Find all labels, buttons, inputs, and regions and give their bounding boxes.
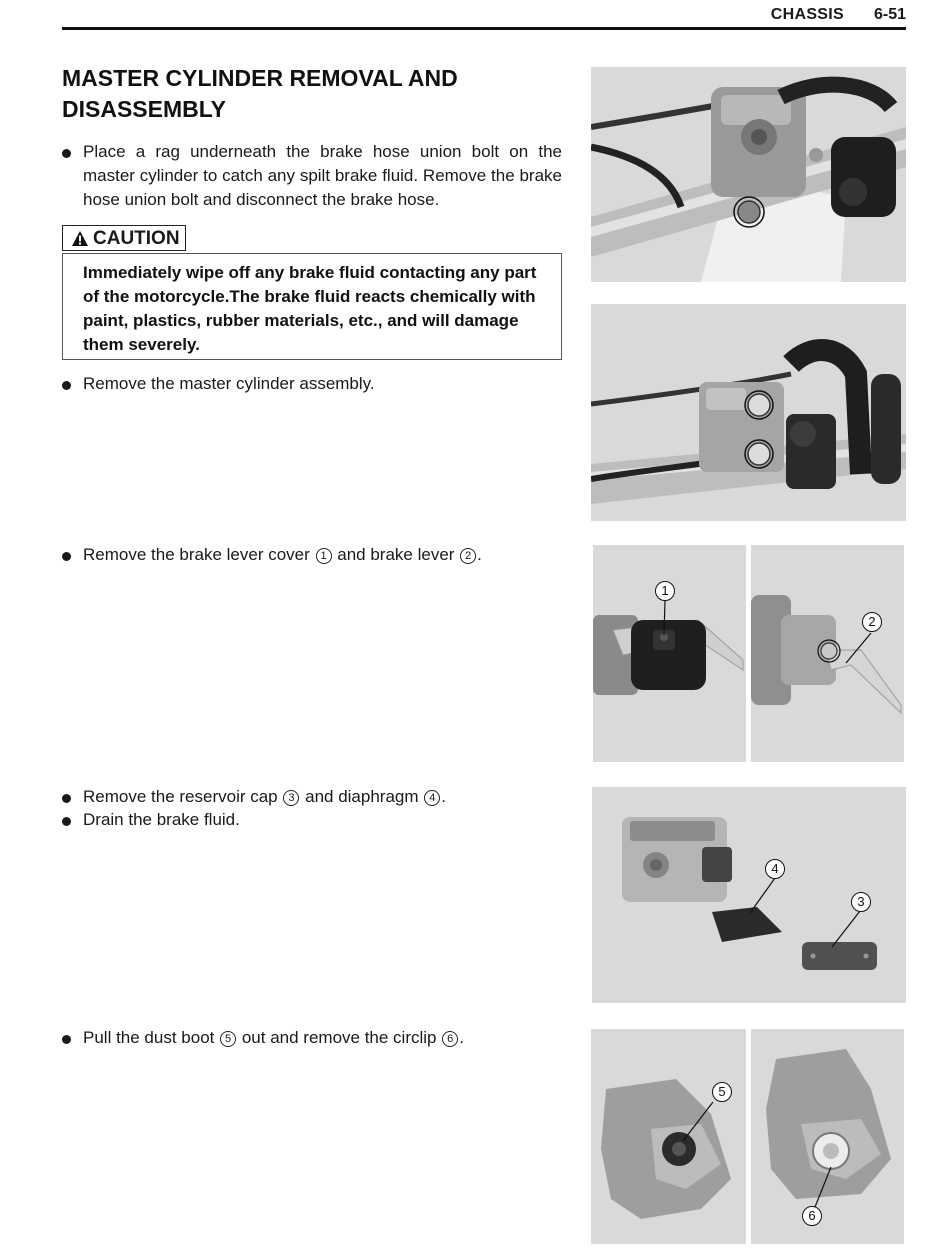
step-remove-master-cylinder [62, 372, 562, 396]
photo-hose-union-bolt [591, 67, 906, 282]
bullet-icon [62, 794, 71, 803]
photo-brake-lever-cover [593, 545, 746, 762]
step-text: Remove the reservoir cap [83, 787, 278, 806]
callout-ref-6: 6 [442, 1031, 458, 1047]
photo-master-cylinder-assembly [591, 304, 906, 521]
page-title: MASTER CYLINDER REMOVAL AND DISASSEMBLY [62, 65, 458, 122]
step-text: Pull the dust boot [83, 1028, 215, 1047]
callout-6: 6 [802, 1206, 822, 1226]
bullet-icon [62, 817, 71, 826]
callout-ref-1: 1 [316, 548, 332, 564]
step-remove-lever [62, 543, 562, 567]
step-text: . [477, 545, 482, 564]
step-text: Remove the brake lever cover [83, 545, 310, 564]
callout-ref-3: 3 [283, 790, 299, 806]
step-text: Drain the brake fluid. [83, 810, 240, 829]
step-drain-fluid [62, 808, 562, 832]
bullet-icon [62, 1035, 71, 1044]
section-title: CHASSIS [770, 6, 844, 23]
step-text: Remove the master cylinder assembly. [83, 374, 375, 393]
photo-dust-boot [591, 1029, 746, 1244]
bullet-icon [62, 381, 71, 390]
step-text: . [441, 787, 446, 806]
callout-ref-2: 2 [460, 548, 476, 564]
callout-2: 2 [862, 612, 882, 632]
step-hose-union-bolt [62, 140, 562, 212]
callout-ref-4: 4 [424, 790, 440, 806]
step-text: out and remove the circlip [241, 1028, 437, 1047]
caution-label-text: CAUTION [93, 227, 180, 249]
step-text: and brake lever [337, 545, 455, 564]
step-text: and diaphragm [305, 787, 419, 806]
step-text: Place a rag underneath the brake hose union bolt on the master cylinder to catch any spilt brake fluid. Remove the brake hose union bolt and disconnect the brake hose. [83, 142, 562, 209]
page-header [62, 0, 906, 30]
warning-triangle-icon [71, 230, 89, 247]
caution-text: Immediately wipe off any brake fluid contacting any part of the motorcycle.The brake fluid reacts chemically with paint, plastics, rubber materials, etc., and will damage them severely. [83, 263, 537, 354]
page-number: 6-51 [873, 6, 906, 23]
callout-1: 1 [655, 581, 675, 601]
step-text: . [459, 1028, 464, 1047]
photo-brake-lever [751, 545, 904, 762]
callout-5: 5 [712, 1082, 732, 1102]
caution-box [62, 253, 562, 360]
step-remove-reservoir-cap [62, 785, 562, 809]
caution-label [62, 225, 186, 251]
callout-ref-5: 5 [220, 1031, 236, 1047]
bullet-icon [62, 552, 71, 561]
bullet-icon [62, 149, 71, 158]
callout-3: 3 [851, 892, 871, 912]
callout-4: 4 [765, 859, 785, 879]
step-dust-boot-circlip [62, 1026, 562, 1050]
photo-circlip [751, 1029, 904, 1244]
